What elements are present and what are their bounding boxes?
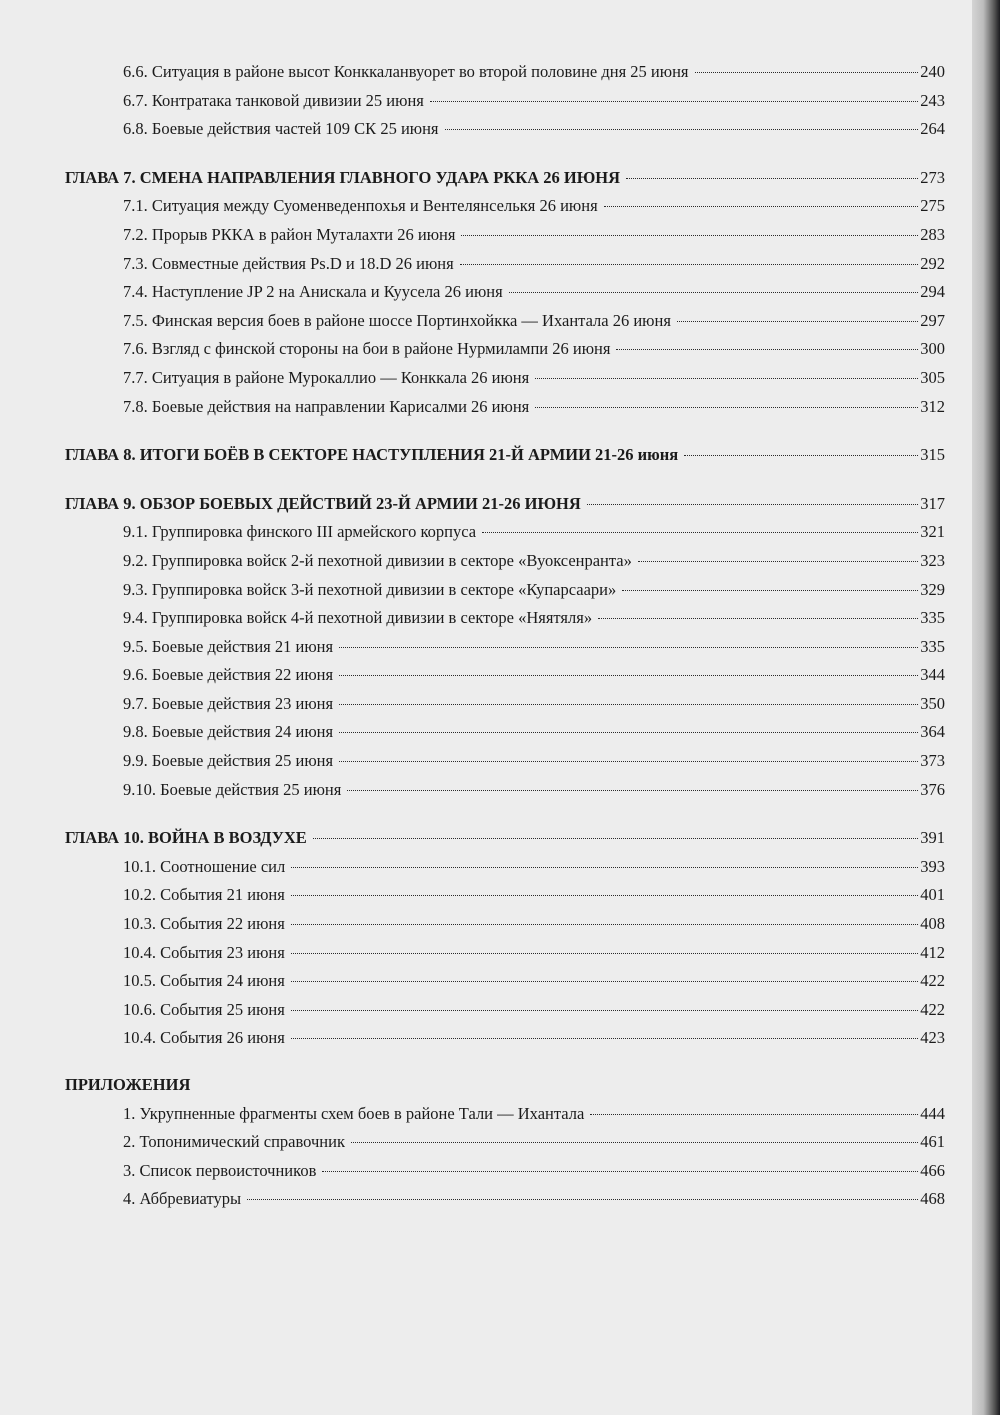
toc-entry-page: 350 xyxy=(920,693,945,713)
toc-entry-page: 335 xyxy=(920,636,945,656)
toc-entry-9-5[interactable] xyxy=(65,633,945,662)
toc-chapter-8[interactable] xyxy=(65,441,945,470)
toc-entry-page: 468 xyxy=(920,1189,945,1209)
table-of-contents xyxy=(65,58,945,1214)
dot-leader xyxy=(322,1171,918,1172)
toc-entry-label: 7.2. Прорыв РККА в район Муталахти 26 июня xyxy=(123,224,456,244)
toc-entry-label: 7.4. Наступление JP 2 на Анискала и Куусела 26 июня xyxy=(123,282,503,302)
toc-appendix-3[interactable] xyxy=(65,1157,945,1186)
dot-leader xyxy=(587,504,918,505)
dot-leader xyxy=(461,235,918,236)
dot-leader xyxy=(291,1010,918,1011)
toc-entry-label: 9.9. Боевые действия 25 июня xyxy=(123,751,334,771)
dot-leader xyxy=(339,732,918,733)
chapter-page: 391 xyxy=(920,828,945,848)
toc-entry-label: 9.3. Группировка войск 3-й пехотной дивизии в секторе «Купарсаари» xyxy=(123,579,617,599)
toc-entry-10-3[interactable] xyxy=(65,910,945,939)
dot-leader xyxy=(291,895,918,896)
dot-leader xyxy=(604,206,919,207)
toc-entry-page: 412 xyxy=(920,942,945,962)
toc-entry-page: 264 xyxy=(920,119,945,139)
dot-leader xyxy=(482,532,918,533)
toc-appendix-2[interactable] xyxy=(65,1128,945,1157)
toc-entry-label: 9.7. Боевые действия 23 июня xyxy=(123,693,334,713)
dot-leader xyxy=(291,1038,918,1039)
toc-entry-page: 423 xyxy=(920,1028,945,1048)
dot-leader xyxy=(616,349,918,350)
dot-leader xyxy=(247,1199,918,1200)
toc-entry-page: 422 xyxy=(920,999,945,1019)
section-gap xyxy=(65,421,945,441)
section-gap xyxy=(65,470,945,490)
dot-leader xyxy=(638,561,918,562)
toc-entry-label: 9.4. Группировка войск 4-й пехотной дивизии в секторе «Няятяля» xyxy=(123,608,593,628)
toc-entry-10-6[interactable] xyxy=(65,996,945,1025)
dot-leader xyxy=(626,178,918,179)
toc-entry-6-8[interactable] xyxy=(65,115,945,144)
dot-leader xyxy=(622,590,918,591)
toc-entry-label: 7.3. Совместные действия Ps.D и 18.D 26 июня xyxy=(123,253,454,273)
dot-leader xyxy=(339,704,918,705)
chapter-title: ГЛАВА 8. ИТОГИ БОЁВ В СЕКТОРЕ НАСТУПЛЕНИЯ 21-Й АРМИИ 21-26 июня xyxy=(65,445,679,465)
dot-leader xyxy=(535,407,918,408)
toc-entry-9-10[interactable] xyxy=(65,776,945,805)
toc-entry-9-8[interactable] xyxy=(65,718,945,747)
toc-entry-page: 393 xyxy=(920,856,945,876)
toc-entry-page: 294 xyxy=(920,282,945,302)
chapter-page: 317 xyxy=(920,493,945,513)
toc-appendix-heading[interactable] xyxy=(65,1071,945,1100)
dot-leader xyxy=(677,321,918,322)
toc-appendix-1[interactable] xyxy=(65,1100,945,1129)
toc-entry-label: 6.6. Ситуация в районе высот Конккаланвуорет во второй половине дня 25 июня xyxy=(123,62,689,81)
dot-leader xyxy=(313,838,918,839)
toc-entry-10-7[interactable] xyxy=(65,1024,945,1053)
toc-entry-9-4[interactable] xyxy=(65,604,945,633)
toc-entry-9-3[interactable] xyxy=(65,576,945,605)
dot-leader xyxy=(339,761,918,762)
toc-entry-page: 344 xyxy=(920,665,945,685)
toc-entry-label: 10.1. Соотношение сил xyxy=(123,856,286,876)
toc-entry-page: 408 xyxy=(920,914,945,934)
toc-entry-page: 283 xyxy=(920,224,945,244)
chapter-title: ГЛАВА 10. ВОЙНА В ВОЗДУХЕ xyxy=(65,828,307,848)
toc-chapter-7[interactable] xyxy=(65,164,945,193)
toc-entry-7-7[interactable] xyxy=(65,364,945,393)
toc-entry-label: 9.2. Группировка войск 2-й пехотной дивизии в секторе «Вуоксенранта» xyxy=(123,550,632,570)
toc-entry-label: 10.6. События 25 июня xyxy=(123,999,285,1019)
toc-entry-7-4[interactable] xyxy=(65,278,945,307)
toc-entry-label: 6.7. Контратака танковой дивизии 25 июня xyxy=(123,90,424,110)
chapter-page: 315 xyxy=(920,445,945,465)
toc-entry-7-8[interactable] xyxy=(65,393,945,422)
toc-entry-label: 9.6. Боевые действия 22 июня xyxy=(123,665,334,685)
toc-entry-page: 297 xyxy=(920,310,945,330)
toc-entry-label: 9.5. Боевые действия 21 июня xyxy=(123,636,334,656)
toc-entry-label: 6.8. Боевые действия частей 109 СК 25 июня xyxy=(123,119,439,139)
toc-entry-10-1[interactable] xyxy=(65,853,945,882)
toc-entry-page: 376 xyxy=(920,779,945,799)
section-gap xyxy=(65,1053,945,1071)
dot-leader xyxy=(339,647,918,648)
dot-leader xyxy=(430,101,918,102)
toc-chapter-10[interactable] xyxy=(65,824,945,853)
toc-entry-page: 364 xyxy=(920,722,945,742)
toc-entry-label: 10.5. События 24 июня xyxy=(123,971,285,991)
toc-entry-label: 10.4. События 26 июня xyxy=(123,1028,285,1048)
toc-entry-page: 329 xyxy=(920,579,945,599)
toc-entry-7-2[interactable] xyxy=(65,221,945,250)
toc-entry-9-7[interactable] xyxy=(65,690,945,719)
dot-leader xyxy=(445,129,919,130)
toc-entry-label: 10.3. События 22 июня xyxy=(123,914,285,934)
dot-leader xyxy=(695,72,919,73)
toc-entry-label: 4. Аббревиатуры xyxy=(123,1189,242,1209)
toc-entry-page: 461 xyxy=(920,1132,945,1152)
toc-entry-page: 466 xyxy=(920,1160,945,1180)
appendix-title: ПРИЛОЖЕНИЯ xyxy=(65,1075,191,1094)
chapter-page: 273 xyxy=(920,167,945,187)
toc-entry-label: 2. Топонимический справочник xyxy=(123,1132,345,1152)
toc-entry-9-1[interactable] xyxy=(65,518,945,547)
toc-entry-label: 3. Список первоисточников xyxy=(123,1160,317,1180)
toc-entry-9-2[interactable] xyxy=(65,547,945,576)
toc-entry-7-5[interactable] xyxy=(65,307,945,336)
book-page-edge xyxy=(972,0,1000,1415)
toc-entry-9-6[interactable] xyxy=(65,661,945,690)
dot-leader xyxy=(291,867,918,868)
section-gap xyxy=(65,144,945,164)
chapter-title: ГЛАВА 7. СМЕНА НАПРАВЛЕНИЯ ГЛАВНОГО УДАРА РККА 26 ИЮНЯ xyxy=(65,167,621,187)
dot-leader xyxy=(339,675,918,676)
toc-entry-7-6[interactable] xyxy=(65,335,945,364)
toc-entry-page: 240 xyxy=(920,62,945,81)
toc-entry-7-1[interactable] xyxy=(65,192,945,221)
toc-entry-10-5[interactable] xyxy=(65,967,945,996)
toc-entry-page: 305 xyxy=(920,367,945,387)
toc-entry-label: 10.4. События 23 июня xyxy=(123,942,285,962)
toc-entry-page: 335 xyxy=(920,608,945,628)
toc-entry-label: 7.1. Ситуация между Суоменведенпохья и Вентелянселькя 26 июня xyxy=(123,196,598,216)
toc-entry-page: 321 xyxy=(920,522,945,542)
toc-entry-7-3[interactable] xyxy=(65,250,945,279)
dot-leader xyxy=(351,1142,918,1143)
dot-leader xyxy=(598,618,918,619)
toc-entry-label: 7.8. Боевые действия на направлении Карисалми 26 июня xyxy=(123,396,530,416)
toc-entry-label: 7.7. Ситуация в районе Мурокаллио — Конккала 26 июня xyxy=(123,367,530,387)
dot-leader xyxy=(291,953,918,954)
toc-entry-6-6[interactable] xyxy=(65,58,945,87)
toc-entry-page: 312 xyxy=(920,396,945,416)
dot-leader xyxy=(460,264,919,265)
toc-entry-9-9[interactable] xyxy=(65,747,945,776)
toc-entry-label: 7.6. Взгляд с финской стороны на бои в районе Нурмилампи 26 июня xyxy=(123,339,611,359)
dot-leader xyxy=(535,378,918,379)
dot-leader xyxy=(291,981,918,982)
dot-leader xyxy=(509,292,919,293)
toc-appendix-4[interactable] xyxy=(65,1185,945,1214)
dot-leader xyxy=(684,455,918,456)
toc-entry-page: 300 xyxy=(920,339,945,359)
chapter-title: ГЛАВА 9. ОБЗОР БОЕВЫХ ДЕЙСТВИЙ 23-Й АРМИИ 21-26 ИЮНЯ xyxy=(65,493,581,513)
toc-entry-6-7[interactable] xyxy=(65,87,945,116)
dot-leader xyxy=(347,790,918,791)
toc-entry-page: 373 xyxy=(920,751,945,771)
toc-entry-page: 275 xyxy=(920,196,945,216)
toc-chapter-9[interactable] xyxy=(65,490,945,519)
toc-entry-10-2[interactable] xyxy=(65,881,945,910)
toc-entry-page: 323 xyxy=(920,550,945,570)
toc-entry-page: 292 xyxy=(920,253,945,273)
toc-entry-label: 1. Укрупненные фрагменты схем боев в районе Тали — Ихантала xyxy=(123,1103,585,1123)
toc-entry-page: 422 xyxy=(920,971,945,991)
toc-entry-page: 401 xyxy=(920,885,945,905)
dot-leader xyxy=(291,924,918,925)
toc-entry-page: 444 xyxy=(920,1103,945,1123)
toc-entry-10-4[interactable] xyxy=(65,939,945,968)
toc-entry-label: 9.10. Боевые действия 25 июня xyxy=(123,779,342,799)
dot-leader xyxy=(590,1114,918,1115)
toc-entry-page: 243 xyxy=(920,90,945,110)
toc-entry-label: 9.8. Боевые действия 24 июня xyxy=(123,722,334,742)
toc-entry-label: 7.5. Финская версия боев в районе шоссе Портинхойкка — Ихантала 26 июня xyxy=(123,310,671,330)
toc-entry-label: 9.1. Группировка финского III армейского корпуса xyxy=(123,522,477,542)
section-gap xyxy=(65,804,945,824)
toc-entry-label: 10.2. События 21 июня xyxy=(123,885,285,905)
